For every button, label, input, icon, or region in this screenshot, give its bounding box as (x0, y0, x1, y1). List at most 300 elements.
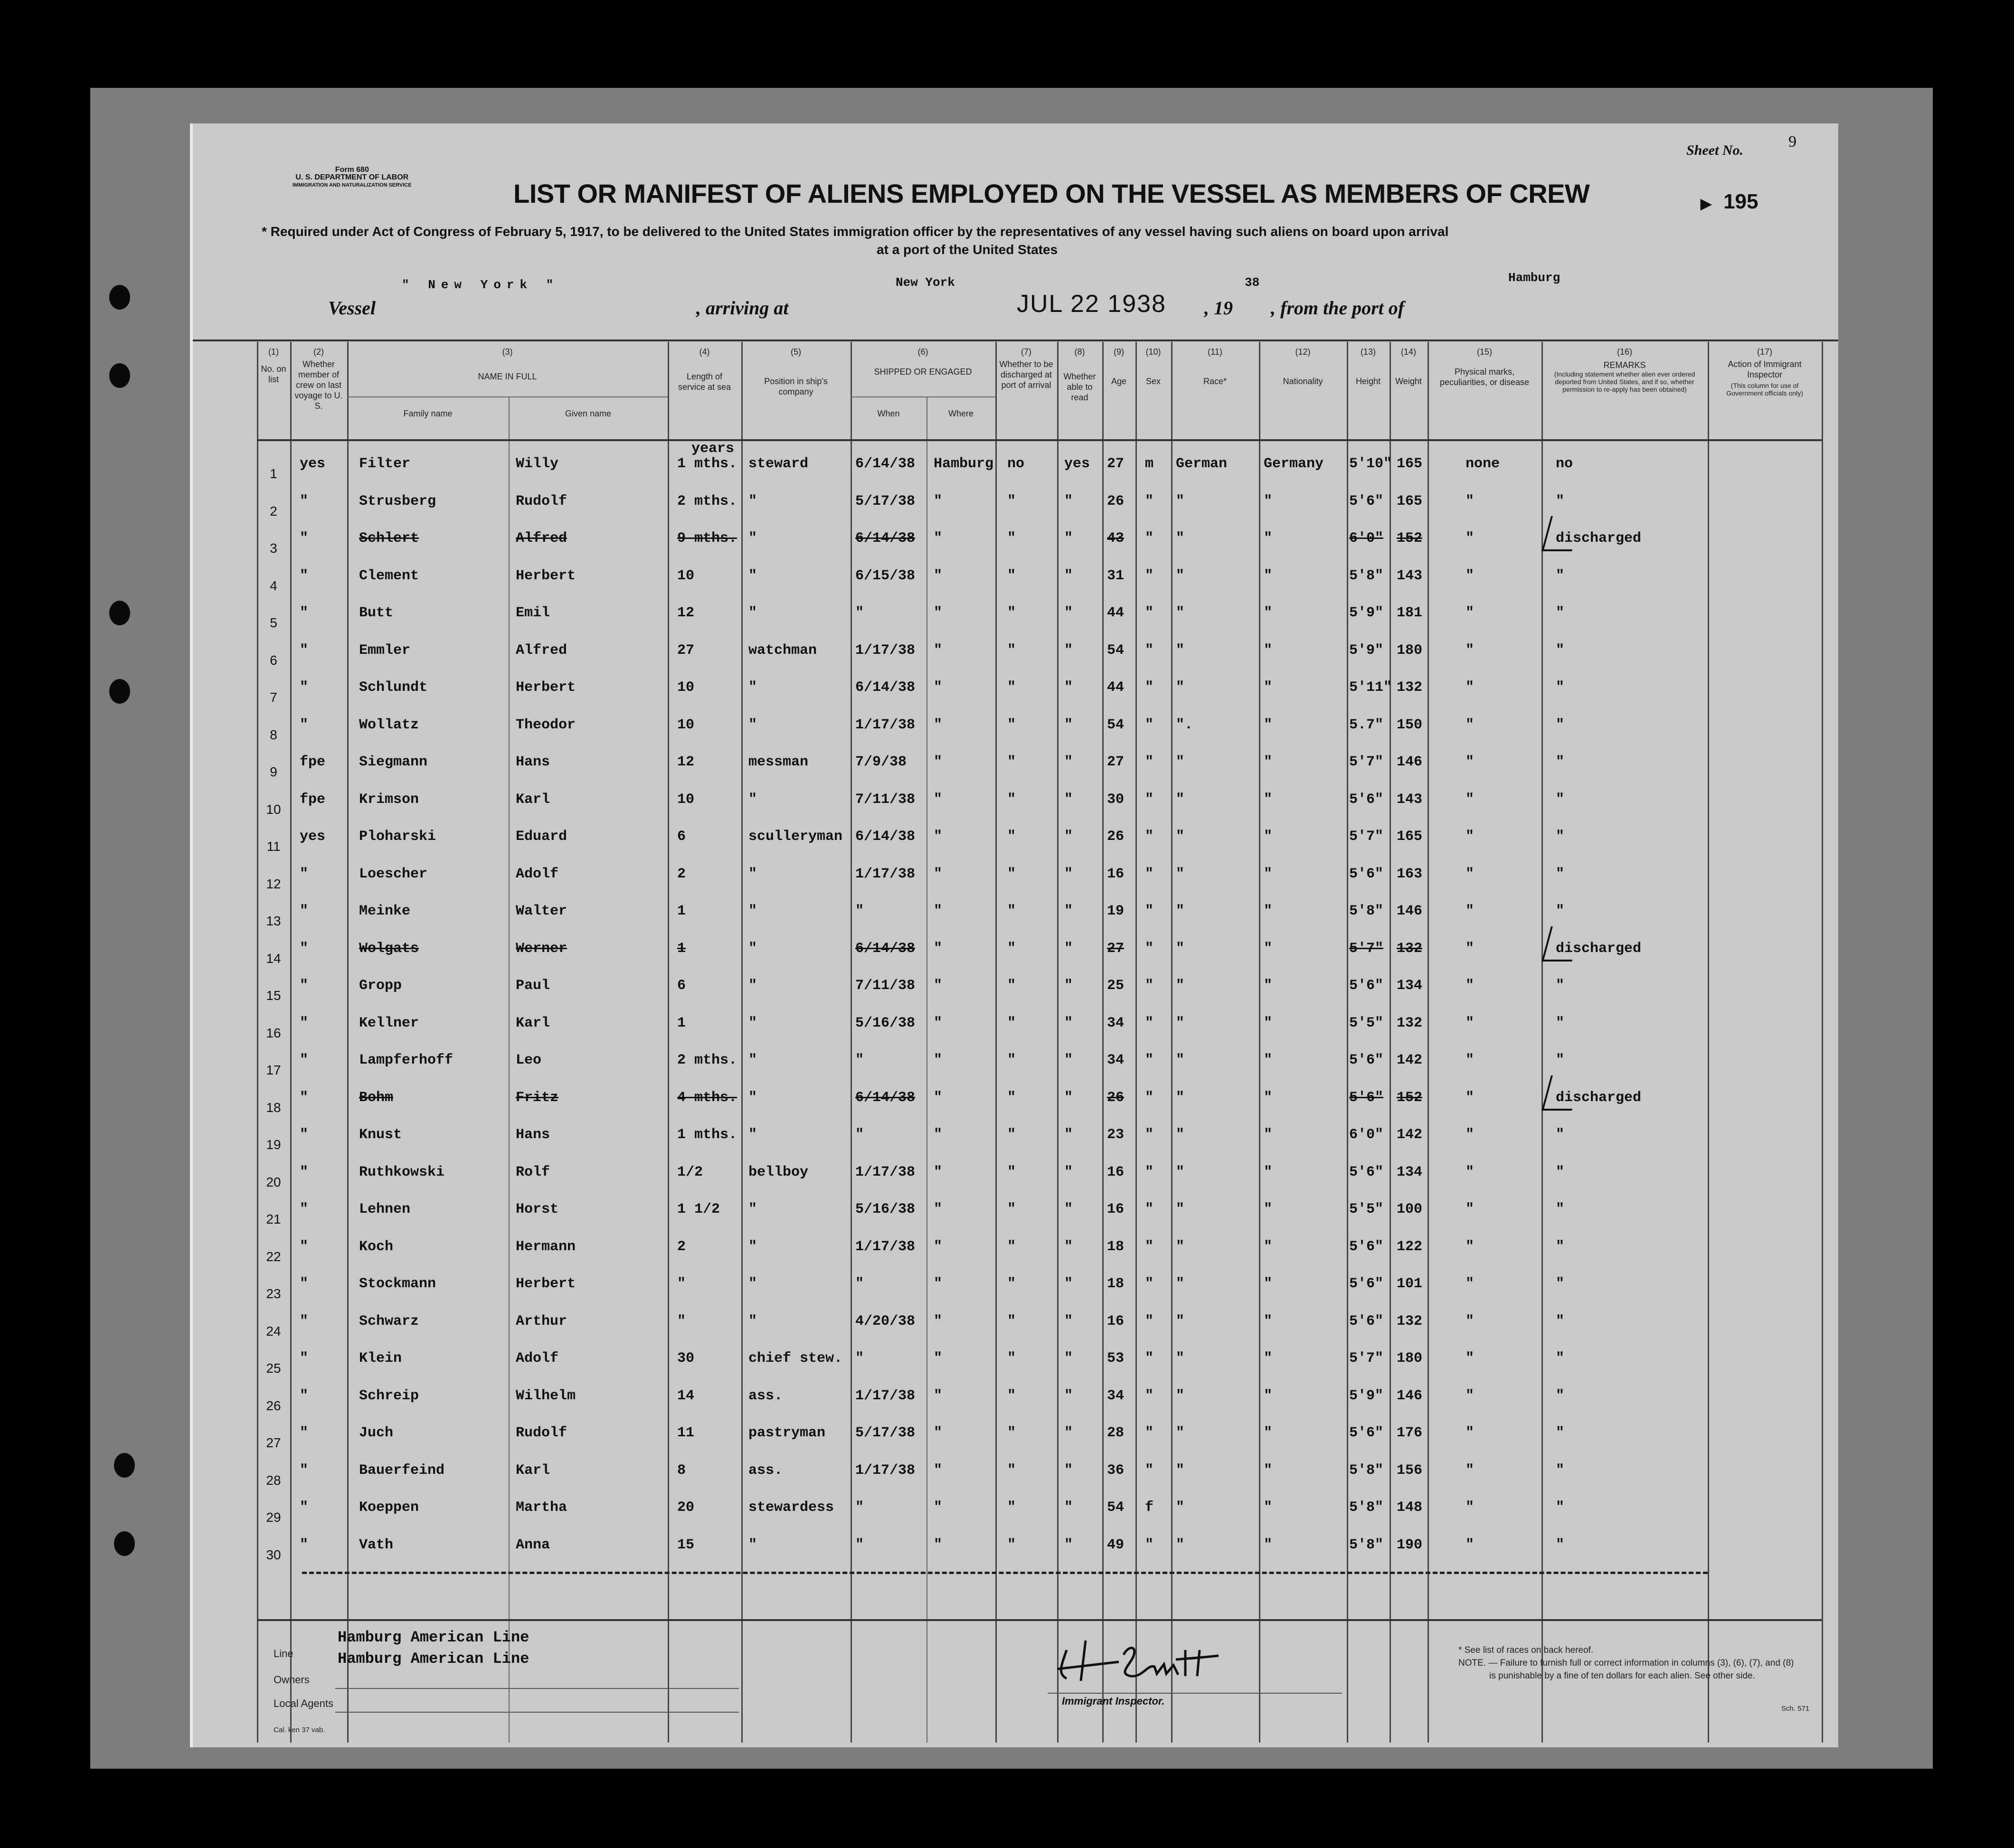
cell-dis: " (1007, 829, 1016, 845)
col-title: Action of Immigrant Inspector (1728, 359, 1802, 379)
cell-remarks: " (1556, 568, 1565, 584)
col-title: Whether member of crew on last voyage to U. S. (294, 359, 343, 411)
cell-family: Ploharski (359, 829, 436, 845)
cell-sex: " (1145, 530, 1154, 547)
col-note: (Including statement whether alien ever ordered deported from United States, and if so, whether permission to re-apply has been obtained) (1554, 370, 1695, 393)
cell-read: " (1064, 1388, 1073, 1404)
cell-sex: " (1145, 1015, 1154, 1031)
cell-height: 5'7" (1349, 754, 1384, 770)
cell-height: 6'0" (1349, 530, 1384, 547)
col-4-header (668, 347, 741, 406)
cell-remarks: " (1556, 1462, 1565, 1479)
penalty-note: NOTE. — Failure to furnish full or correct information in columns (3), (6), (7), and (8) (1458, 1658, 1794, 1668)
row-number: 4 (270, 578, 277, 593)
cell-where: " (934, 605, 943, 621)
cell-race: " (1176, 1239, 1185, 1255)
cell-dis: " (1007, 1127, 1016, 1143)
cell-sex: " (1145, 754, 1154, 770)
col-number: (5) (791, 347, 801, 357)
cell-family: Schwarz (359, 1313, 419, 1329)
row-number: 7 (270, 690, 277, 705)
col-divider (1708, 342, 1709, 1743)
cell-when: " (855, 1537, 864, 1553)
col-title: Whether to be discharged at port of arrival (999, 359, 1053, 390)
cell-position: ass. (748, 1462, 783, 1479)
cell-dis: " (1007, 530, 1016, 547)
cell-service: 14 (677, 1388, 695, 1404)
cell-where: " (934, 1350, 943, 1367)
cell-sex: " (1145, 1127, 1154, 1143)
cell-nat: " (1264, 605, 1273, 621)
row-number: 18 (266, 1100, 281, 1115)
cell-when: 6/14/38 (855, 456, 916, 472)
cell-weight: 132 (1397, 941, 1423, 957)
row-number: 22 (266, 1249, 281, 1264)
cell-race: " (1176, 1201, 1185, 1217)
vessel-name: " New York " (402, 278, 559, 292)
cell-race: " (1176, 1313, 1185, 1329)
cell-given: Herbert (516, 1276, 576, 1292)
cell-nat: " (1264, 1276, 1273, 1292)
cell-family: Koch (359, 1239, 394, 1255)
cell-given: Karl (516, 792, 550, 808)
cell-family: Knust (359, 1127, 402, 1143)
cell-family: Klein (359, 1350, 402, 1367)
cell-service: 10 (677, 568, 695, 584)
cell-dis: " (1007, 679, 1016, 696)
cell-race: " (1176, 1015, 1185, 1031)
cell-position: " (748, 941, 757, 957)
document-subtitle-2: at a port of the United States (877, 242, 1058, 257)
cell-family: Schreip (359, 1388, 419, 1404)
cell-position: steward (748, 456, 809, 472)
cell-position: " (748, 1537, 757, 1553)
cell-service: 10 (677, 717, 695, 733)
cell-service: 27 (677, 642, 695, 659)
cell-given: Eduard (516, 829, 567, 845)
cell-family: Strusberg (359, 493, 436, 509)
cell-last: " (300, 679, 309, 696)
col-divider (347, 342, 349, 1743)
cell-when: 5/16/38 (855, 1015, 916, 1031)
manifest-number: ▶ 195 (1701, 190, 1759, 213)
col-11-header (1171, 347, 1259, 387)
row-number: 13 (266, 914, 281, 928)
cell-given: Wilhelm (516, 1388, 576, 1404)
shipped-where-header: Where (948, 409, 974, 418)
cell-where: " (934, 679, 943, 696)
cell-given: Walter (516, 903, 567, 919)
cell-weight: 100 (1397, 1201, 1423, 1217)
cell-position: " (748, 978, 757, 994)
cell-when: 6/14/38 (855, 941, 916, 957)
cell-remarks: " (1556, 1313, 1565, 1329)
cell-sex: f (1145, 1499, 1154, 1516)
col-number: (7) (1021, 347, 1031, 357)
cell-position: " (748, 605, 757, 621)
cell-dis: " (1007, 1090, 1016, 1106)
cell-weight: 156 (1397, 1462, 1423, 1479)
cell-race: " (1176, 1425, 1185, 1441)
year-value: 38 (1245, 275, 1260, 290)
cell-height: 5'6" (1349, 1425, 1384, 1441)
cell-height: 5'9" (1349, 605, 1384, 621)
binder-hole (114, 1453, 135, 1478)
row-number: 2 (270, 504, 277, 519)
cell-last: yes (300, 456, 326, 472)
cell-when: 1/17/38 (855, 1462, 916, 1479)
cell-last: yes (300, 829, 326, 845)
cell-age: 27 (1107, 941, 1125, 957)
cell-marks: " (1466, 1015, 1475, 1031)
cell-race: " (1176, 903, 1185, 919)
cell-height: 5'8" (1349, 1537, 1384, 1553)
races-note: * See list of races on back hereof. (1458, 1645, 1594, 1655)
cell-remarks: " (1556, 1127, 1565, 1143)
cell-dis: " (1007, 1350, 1016, 1367)
family-name-header: Family name (403, 409, 453, 418)
header-rule (193, 339, 1838, 341)
cell-sex: " (1145, 1350, 1154, 1367)
cell-dis: " (1007, 866, 1016, 882)
cell-when: 1/17/38 (855, 1388, 916, 1404)
cell-last: " (300, 717, 309, 733)
cell-position: " (748, 1201, 757, 1217)
row-number: 17 (266, 1063, 281, 1077)
cell-weight: 180 (1397, 1350, 1423, 1367)
cell-sex: " (1145, 679, 1154, 696)
cell-read: " (1064, 493, 1073, 509)
cell-read: " (1064, 866, 1073, 882)
cell-family: Emmler (359, 642, 411, 659)
cell-race: " (1176, 568, 1185, 584)
schedule-number: Sch. 571 (1781, 1705, 1810, 1713)
cell-read: " (1064, 1462, 1073, 1479)
cell-weight: 152 (1397, 1090, 1423, 1106)
cell-dis: " (1007, 642, 1016, 659)
cell-age: 18 (1107, 1276, 1125, 1292)
cell-age: 44 (1107, 679, 1125, 696)
cell-dis: " (1007, 1164, 1016, 1180)
cell-age: 54 (1107, 1499, 1125, 1516)
cell-family: Krimson (359, 792, 419, 808)
cell-weight: 165 (1397, 829, 1423, 845)
col-title: REMARKS (1603, 360, 1646, 370)
col-divider (1390, 342, 1391, 1743)
cell-nat: " (1264, 642, 1273, 659)
row-number: 27 (266, 1435, 281, 1450)
cell-race: " (1176, 493, 1185, 509)
cell-height: 5'6" (1349, 1313, 1384, 1329)
sheet-label: Sheet No. (1686, 142, 1743, 158)
col-title: Weight (1395, 377, 1422, 386)
cell-read: " (1064, 1015, 1073, 1031)
service-unit-years: years (691, 441, 735, 457)
col-number: (9) (1114, 347, 1124, 357)
cell-remarks: " (1556, 493, 1565, 509)
cell-read: " (1064, 642, 1073, 659)
cell-given: Karl (516, 1462, 550, 1479)
cell-last: " (300, 568, 309, 584)
cell-race: " (1176, 1164, 1185, 1180)
footer-rule (257, 1619, 1822, 1621)
cell-given: Herbert (516, 679, 576, 696)
col-number: (14) (1400, 347, 1416, 357)
cell-position: " (748, 493, 757, 509)
cell-family: Gropp (359, 978, 402, 994)
cell-family: Ruthkowski (359, 1164, 445, 1180)
cell-family: Wolgats (359, 941, 419, 957)
cell-remarks: " (1556, 1164, 1565, 1180)
cell-read: " (1064, 1090, 1073, 1106)
cell-sex: " (1145, 1276, 1154, 1292)
cell-race: " (1176, 941, 1185, 957)
col-title: SHIPPED OR ENGAGED (874, 367, 972, 377)
cell-nat: " (1264, 903, 1273, 919)
cell-race: " (1176, 1462, 1185, 1479)
cell-family: Schlundt (359, 679, 428, 696)
cell-given: Arthur (516, 1313, 567, 1329)
row-number: 1 (270, 466, 277, 481)
inspector-rule (1048, 1693, 1342, 1694)
cell-weight: 163 (1397, 866, 1423, 882)
cell-given: Leo (516, 1052, 542, 1068)
cell-weight: 132 (1397, 1313, 1423, 1329)
cell-service: 1 1/2 (677, 1201, 720, 1217)
cell-position: watchman (748, 642, 817, 659)
cell-read: " (1064, 1499, 1073, 1516)
col-7-header (995, 347, 1057, 392)
cell-given: Herbert (516, 568, 576, 584)
cell-age: 26 (1107, 1090, 1125, 1106)
cell-nat: " (1264, 1462, 1273, 1479)
cell-when: 1/17/38 (855, 642, 916, 659)
cell-service: 10 (677, 792, 695, 808)
cell-when: " (855, 1276, 864, 1292)
cell-read: " (1064, 679, 1073, 696)
cell-weight: 142 (1397, 1052, 1423, 1068)
cell-where: " (934, 642, 943, 659)
cell-weight: 180 (1397, 642, 1423, 659)
cell-read: " (1064, 792, 1073, 808)
manifest-number-value: 195 (1723, 190, 1759, 213)
cell-when: 5/17/38 (855, 1425, 916, 1441)
cell-where: " (934, 1499, 943, 1516)
cell-marks: " (1466, 1313, 1475, 1329)
cell-when: 6/14/38 (855, 530, 916, 547)
cell-age: 16 (1107, 1201, 1125, 1217)
cell-last: " (300, 1276, 309, 1292)
cell-marks: " (1466, 1127, 1475, 1143)
cell-where: " (934, 829, 943, 845)
cell-dis: " (1007, 1276, 1016, 1292)
col-number: (13) (1360, 347, 1376, 357)
cell-sex: " (1145, 1388, 1154, 1404)
col-title: Whether able to read (1063, 372, 1096, 402)
cell-weight: 101 (1397, 1276, 1423, 1292)
arriving-label: , arriving at (696, 297, 789, 319)
cell-marks: " (1466, 1425, 1475, 1441)
cell-last: " (300, 1239, 309, 1255)
cell-race: " (1176, 679, 1185, 696)
cell-nat: " (1264, 1425, 1273, 1441)
cell-where: " (934, 1425, 943, 1441)
cell-weight: 134 (1397, 1164, 1423, 1180)
cell-service: 4 mths. (677, 1090, 738, 1106)
cell-height: 5'5" (1349, 1201, 1384, 1217)
given-name-header: Given name (565, 409, 612, 418)
cell-weight: 142 (1397, 1127, 1423, 1143)
cell-age: 16 (1107, 1164, 1125, 1180)
col-9-header (1102, 347, 1135, 387)
cell-service: 1/2 (677, 1164, 703, 1180)
cell-race: German (1176, 456, 1228, 472)
cell-where: " (934, 717, 943, 733)
cell-nat: " (1264, 754, 1273, 770)
row-number: 15 (266, 988, 281, 1003)
col-15-header (1428, 347, 1541, 397)
cell-when: 6/14/38 (855, 1090, 916, 1106)
cell-dis: " (1007, 1239, 1016, 1255)
col-title: Physical marks, peculiarities, or disease (1439, 367, 1530, 387)
cell-height: 5'7" (1349, 941, 1384, 957)
cell-service: 2 mths. (677, 493, 738, 509)
cell-sex: " (1145, 1164, 1154, 1180)
cell-family: Loescher (359, 866, 428, 882)
form-number: Form 680 (335, 166, 369, 174)
cell-age: 16 (1107, 866, 1125, 882)
cell-read: " (1064, 1239, 1073, 1255)
cell-where: " (934, 1090, 943, 1106)
cell-sex: m (1145, 456, 1154, 472)
cell-race: ". (1176, 717, 1193, 733)
cell-given: Paul (516, 978, 550, 994)
col-title: Nationality (1283, 377, 1323, 386)
cell-marks: none (1466, 456, 1500, 472)
cell-weight: 146 (1397, 1388, 1423, 1404)
col-title: Race* (1203, 377, 1227, 386)
cell-dis: " (1007, 1425, 1016, 1441)
cell-where: " (934, 866, 943, 882)
cell-position: " (748, 866, 757, 882)
service-name: IMMIGRATION AND NATURALIZATION SERVICE (293, 182, 412, 188)
cell-age: 44 (1107, 605, 1125, 621)
shipped-subheader-rule (851, 396, 995, 397)
cell-race: " (1176, 1090, 1185, 1106)
col-number: (2) (313, 347, 324, 357)
cell-marks: " (1466, 605, 1475, 621)
cell-dis: " (1007, 978, 1016, 994)
cell-last: " (300, 642, 309, 659)
col-divider (1057, 342, 1059, 1743)
cell-dis: " (1007, 568, 1016, 584)
cell-sex: " (1145, 1425, 1154, 1441)
col-divider (995, 342, 997, 1743)
cell-marks: " (1466, 493, 1475, 509)
cell-age: 49 (1107, 1537, 1125, 1553)
cell-family: Bauerfeind (359, 1462, 445, 1479)
cell-remarks: " (1556, 903, 1565, 919)
cell-when: 6/14/38 (855, 679, 916, 696)
cell-remarks: " (1556, 1015, 1565, 1031)
cell-last: " (300, 1164, 309, 1180)
binder-hole (114, 1531, 135, 1556)
row-number: 29 (266, 1510, 281, 1525)
col-number: (3) (502, 347, 513, 357)
cell-read: " (1064, 1164, 1073, 1180)
cell-weight: 132 (1397, 679, 1423, 696)
cell-nat: " (1264, 1090, 1273, 1106)
cell-given: Adolf (516, 866, 559, 882)
cell-last: " (300, 605, 309, 621)
cell-when: 1/17/38 (855, 1164, 916, 1180)
cell-race: " (1176, 1537, 1185, 1553)
cell-age: 36 (1107, 1462, 1125, 1479)
cell-when: 4/20/38 (855, 1313, 916, 1329)
cell-read: " (1064, 717, 1073, 733)
col-number: (4) (699, 347, 710, 357)
cell-position: " (748, 1239, 757, 1255)
cell-nat: " (1264, 866, 1273, 882)
cell-height: 5'9" (1349, 642, 1384, 659)
cell-height: 5'5" (1349, 1015, 1384, 1031)
col-divider (290, 342, 292, 1743)
corner-note: Cal. ken 37 vab. (274, 1726, 325, 1734)
cell-last: " (300, 1350, 309, 1367)
cell-when: 5/17/38 (855, 493, 916, 509)
cell-sex: " (1145, 866, 1154, 882)
cell-marks: " (1466, 792, 1475, 808)
cell-last: " (300, 866, 309, 882)
cell-position: " (748, 903, 757, 919)
cell-read: " (1064, 1537, 1073, 1553)
col-3-header (347, 347, 668, 382)
col-divider (1102, 342, 1104, 1743)
cell-dis: " (1007, 1015, 1016, 1031)
binder-hole (109, 285, 130, 310)
cell-marks: " (1466, 1052, 1475, 1068)
row-number: 30 (266, 1547, 281, 1562)
cell-height: 5'6" (1349, 1276, 1384, 1292)
cell-where: " (934, 1462, 943, 1479)
cell-sex: " (1145, 717, 1154, 733)
table-border-right (1822, 342, 1823, 1743)
cell-remarks: " (1556, 1350, 1565, 1367)
cell-height: 5'6" (1349, 1164, 1384, 1180)
cell-given: Fritz (516, 1090, 559, 1106)
cell-when: 5/16/38 (855, 1201, 916, 1217)
sheet-number: 9 (1788, 133, 1797, 151)
cell-read: " (1064, 829, 1073, 845)
cell-position: pastryman (748, 1425, 826, 1441)
col-divider (1171, 342, 1172, 1743)
cell-nat: " (1264, 1239, 1273, 1255)
col-title: Height (1355, 377, 1381, 386)
cell-sex: " (1145, 978, 1154, 994)
cell-given: Werner (516, 941, 567, 957)
cell-sex: " (1145, 493, 1154, 509)
cell-remarks: " (1556, 792, 1565, 808)
shipped-when-header: When (877, 409, 900, 418)
manifest-sheet (190, 123, 1838, 1747)
cell-height: 5'8" (1349, 903, 1384, 919)
binder-hole (109, 363, 130, 388)
cell-family: Stockmann (359, 1276, 436, 1292)
cell-weight: 143 (1397, 792, 1423, 808)
col-divider (1259, 342, 1260, 1743)
cell-height: 5'6" (1349, 1090, 1384, 1106)
col-number: (12) (1295, 347, 1311, 357)
